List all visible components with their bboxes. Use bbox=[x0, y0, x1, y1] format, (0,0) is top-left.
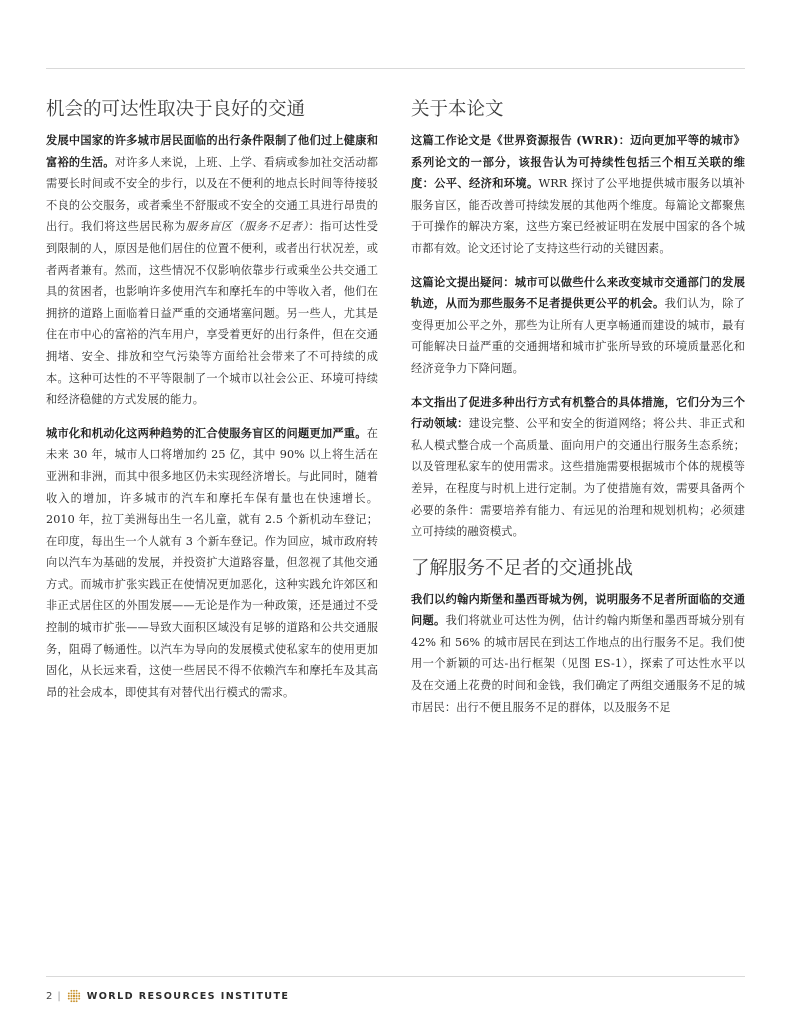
section-heading-challenges: 了解服务不足者的交通挑战 bbox=[411, 557, 634, 579]
logo-dot bbox=[75, 998, 77, 1000]
logo-dot bbox=[78, 992, 80, 994]
logo-dot bbox=[68, 992, 70, 994]
paragraph-lead: 这篇工作论文是《世界资源报告 (WRR)：迈向更加平等的城市》系列论文的一部分，该报告认为可持续性包括三个相互关联的维度：公平、经济和环境。 bbox=[411, 133, 745, 191]
logo-dot bbox=[68, 998, 70, 1000]
logo-dot bbox=[70, 995, 72, 997]
paragraph-case-study bbox=[411, 589, 745, 719]
logo-dot bbox=[73, 1000, 75, 1002]
section-heading-about: 关于本论文 bbox=[411, 99, 504, 120]
logo-dot bbox=[70, 990, 72, 992]
logo-dot bbox=[73, 990, 75, 992]
paragraph-text: 我们认为，除了变得更加公平之外，那些为让所有人更享畅通而建设的城市，最有可能解决日益严重的交通拥堵和城市扩张所导致的环境质量恶化和经济竞争力下降问题。 bbox=[411, 297, 746, 375]
logo-dot bbox=[73, 998, 75, 1000]
logo-dot bbox=[70, 998, 72, 1000]
section-heading-accessibility: 机会的可达性取决于良好的交通 bbox=[46, 99, 306, 120]
italic-term: 服务盲区（服务不足者） bbox=[185, 220, 309, 234]
paragraph-text: WRR 探讨了公平地提供城市服务以填补服务盲区，能否改善可持续发展的其他两个维度。每篇论文都聚焦于可操作的解决方案，这些方案已经被证明在发展中国家的各个城市都有效。论文还讨论了支持这些行动的关键因素。 bbox=[411, 177, 745, 255]
logo-dot bbox=[75, 995, 77, 997]
logo-dot bbox=[73, 995, 75, 997]
logo-dot bbox=[68, 995, 70, 997]
paragraph-lead: 发展中国家的许多城市居民面临的出行条件限制了他们过上健康和富裕的生活。 bbox=[46, 133, 378, 169]
paragraph-lead: 这篇论文提出疑问：城市可以做些什么来改变城市交通部门的发展轨迹，从而为那些服务不足者提供更公平的机会。 bbox=[411, 274, 745, 311]
logo-dot bbox=[78, 998, 80, 1000]
left-column bbox=[46, 96, 378, 715]
page-footer bbox=[46, 988, 289, 1004]
logo-dot bbox=[75, 992, 77, 994]
logo-dot bbox=[73, 992, 75, 994]
logo-dot bbox=[75, 990, 77, 992]
paragraph-text: 对许多人来说，上班、上学、看病或参加社交活动都需要长时间或不安全的步行，以及在不便利的地点长时间等待接驳不良的公交服务，或者乘坐不舒服或不安全的交通工具进行昂贵的出行。我们将这些居民称为 bbox=[46, 155, 378, 234]
paragraph-lead: 本文指出了促进多种出行方式有机整合的具体措施，它们分为三个行动领域： bbox=[411, 394, 745, 431]
right-column bbox=[411, 96, 745, 730]
logo-dot bbox=[78, 995, 80, 997]
logo-dot bbox=[70, 992, 72, 994]
paragraph-about-wrr bbox=[411, 130, 745, 260]
paragraph-measures bbox=[411, 392, 745, 543]
footer-separator: | bbox=[57, 990, 61, 1002]
paragraph-text: 建设完整、公平和安全的街道网络；将公共、非正式和私人模式整合成一个高质量、面向用户的交通出行服务生态系统；以及管理私家车的使用需求。这些措施需要根据城市个体的规模等差异，在程度与时机上进行定制。为了使措施有效，需要具备两个必要的条件：需要培养有能力、有远见的治理和规划机构；必须建立可持续的融资模式。 bbox=[411, 417, 745, 539]
paragraph-lead: 我们以约翰内斯堡和墨西哥城为例，说明服务不足者所面临的交通问题。 bbox=[411, 591, 745, 628]
organization-name: WORLD RESOURCES INSTITUTE bbox=[86, 990, 290, 1002]
paragraph-text: ：指可达性受到限制的人，原因是他们居住的位置不便利，或者出行状况差，或者两者兼有。然而，这些情况不仅影响依靠步行或乘坐公共交通工具的贫困者，也影响许多使用汽车和摩托车的中等收入者，他们在拥挤的道路上面临着日益严重的交通堵塞问题。另一些人，尤其是住在市中心的富裕的汽车用户，享受着更好的出行条件，但在交通拥堵、安全、排放和空气污染等方面给社会带来了不可持续的成本。这种可达性的不平等限制了一个城市以社会公正、环境可持续和经济稳健的方式发展的能力。 bbox=[46, 220, 378, 407]
logo-dot bbox=[70, 1000, 72, 1002]
paragraph-urbanization bbox=[46, 423, 378, 704]
page-number: 2 bbox=[46, 990, 53, 1002]
logo-dot bbox=[75, 1000, 77, 1002]
top-divider bbox=[46, 68, 745, 69]
paragraph-question bbox=[411, 272, 745, 380]
footer-divider bbox=[46, 976, 745, 977]
paragraph-text: 我们将就业可达性为例，估计约翰内斯堡和墨西哥城分别有 42% 和 56% 的城市居民在到达工作地点的出行服务不足。我们使用一个新颖的可达-出行框架（见图 ES-1），探索了可达性水平以及在交通上花费的时间和金钱，我们确定了两组交通服务不足的城市居民：出行不便且服务不足的群体，以及服务不足 bbox=[411, 614, 745, 714]
paragraph-lead: 城市化和机动化这两种趋势的汇合使服务盲区的问题更加严重。 bbox=[46, 425, 367, 440]
paragraph-underserved bbox=[46, 130, 378, 411]
paragraph-text: 在未来 30 年，城市人口将增加约 25 亿，其中 90% 以上将生活在亚洲和非洲，而其中很多地区仍未实现经济增长。与此同时，随着收入的增加，许多城市的汽车和摩托车保有量也在快速增长。2010 年，拉丁美洲每出生一名儿童，就有 2.5 个新机动车登记；在印度，每出生一个人就有 3 个新车登记。作为回应，城市政府转向以汽车为基础的发展，并投资扩大道路容量，但忽视了其他交通方式。而城市扩张实践正在使情况更加恶化，这种实践允许郊区和非正式居住区的外围发展——无论是作为一种政策，还是通过不受控制的城市扩张——导致大面积区域没有足够的道路和公共交通服务，阻碍了畅通性。以汽车为导向的发展模式使私家车的使用更加固化，从长远来看，这使一些居民不得不依赖汽车和摩托车及其高昂的社会成本，即使其有对替代出行模式的需求。 bbox=[46, 426, 378, 699]
wri-logo-icon bbox=[67, 989, 81, 1003]
